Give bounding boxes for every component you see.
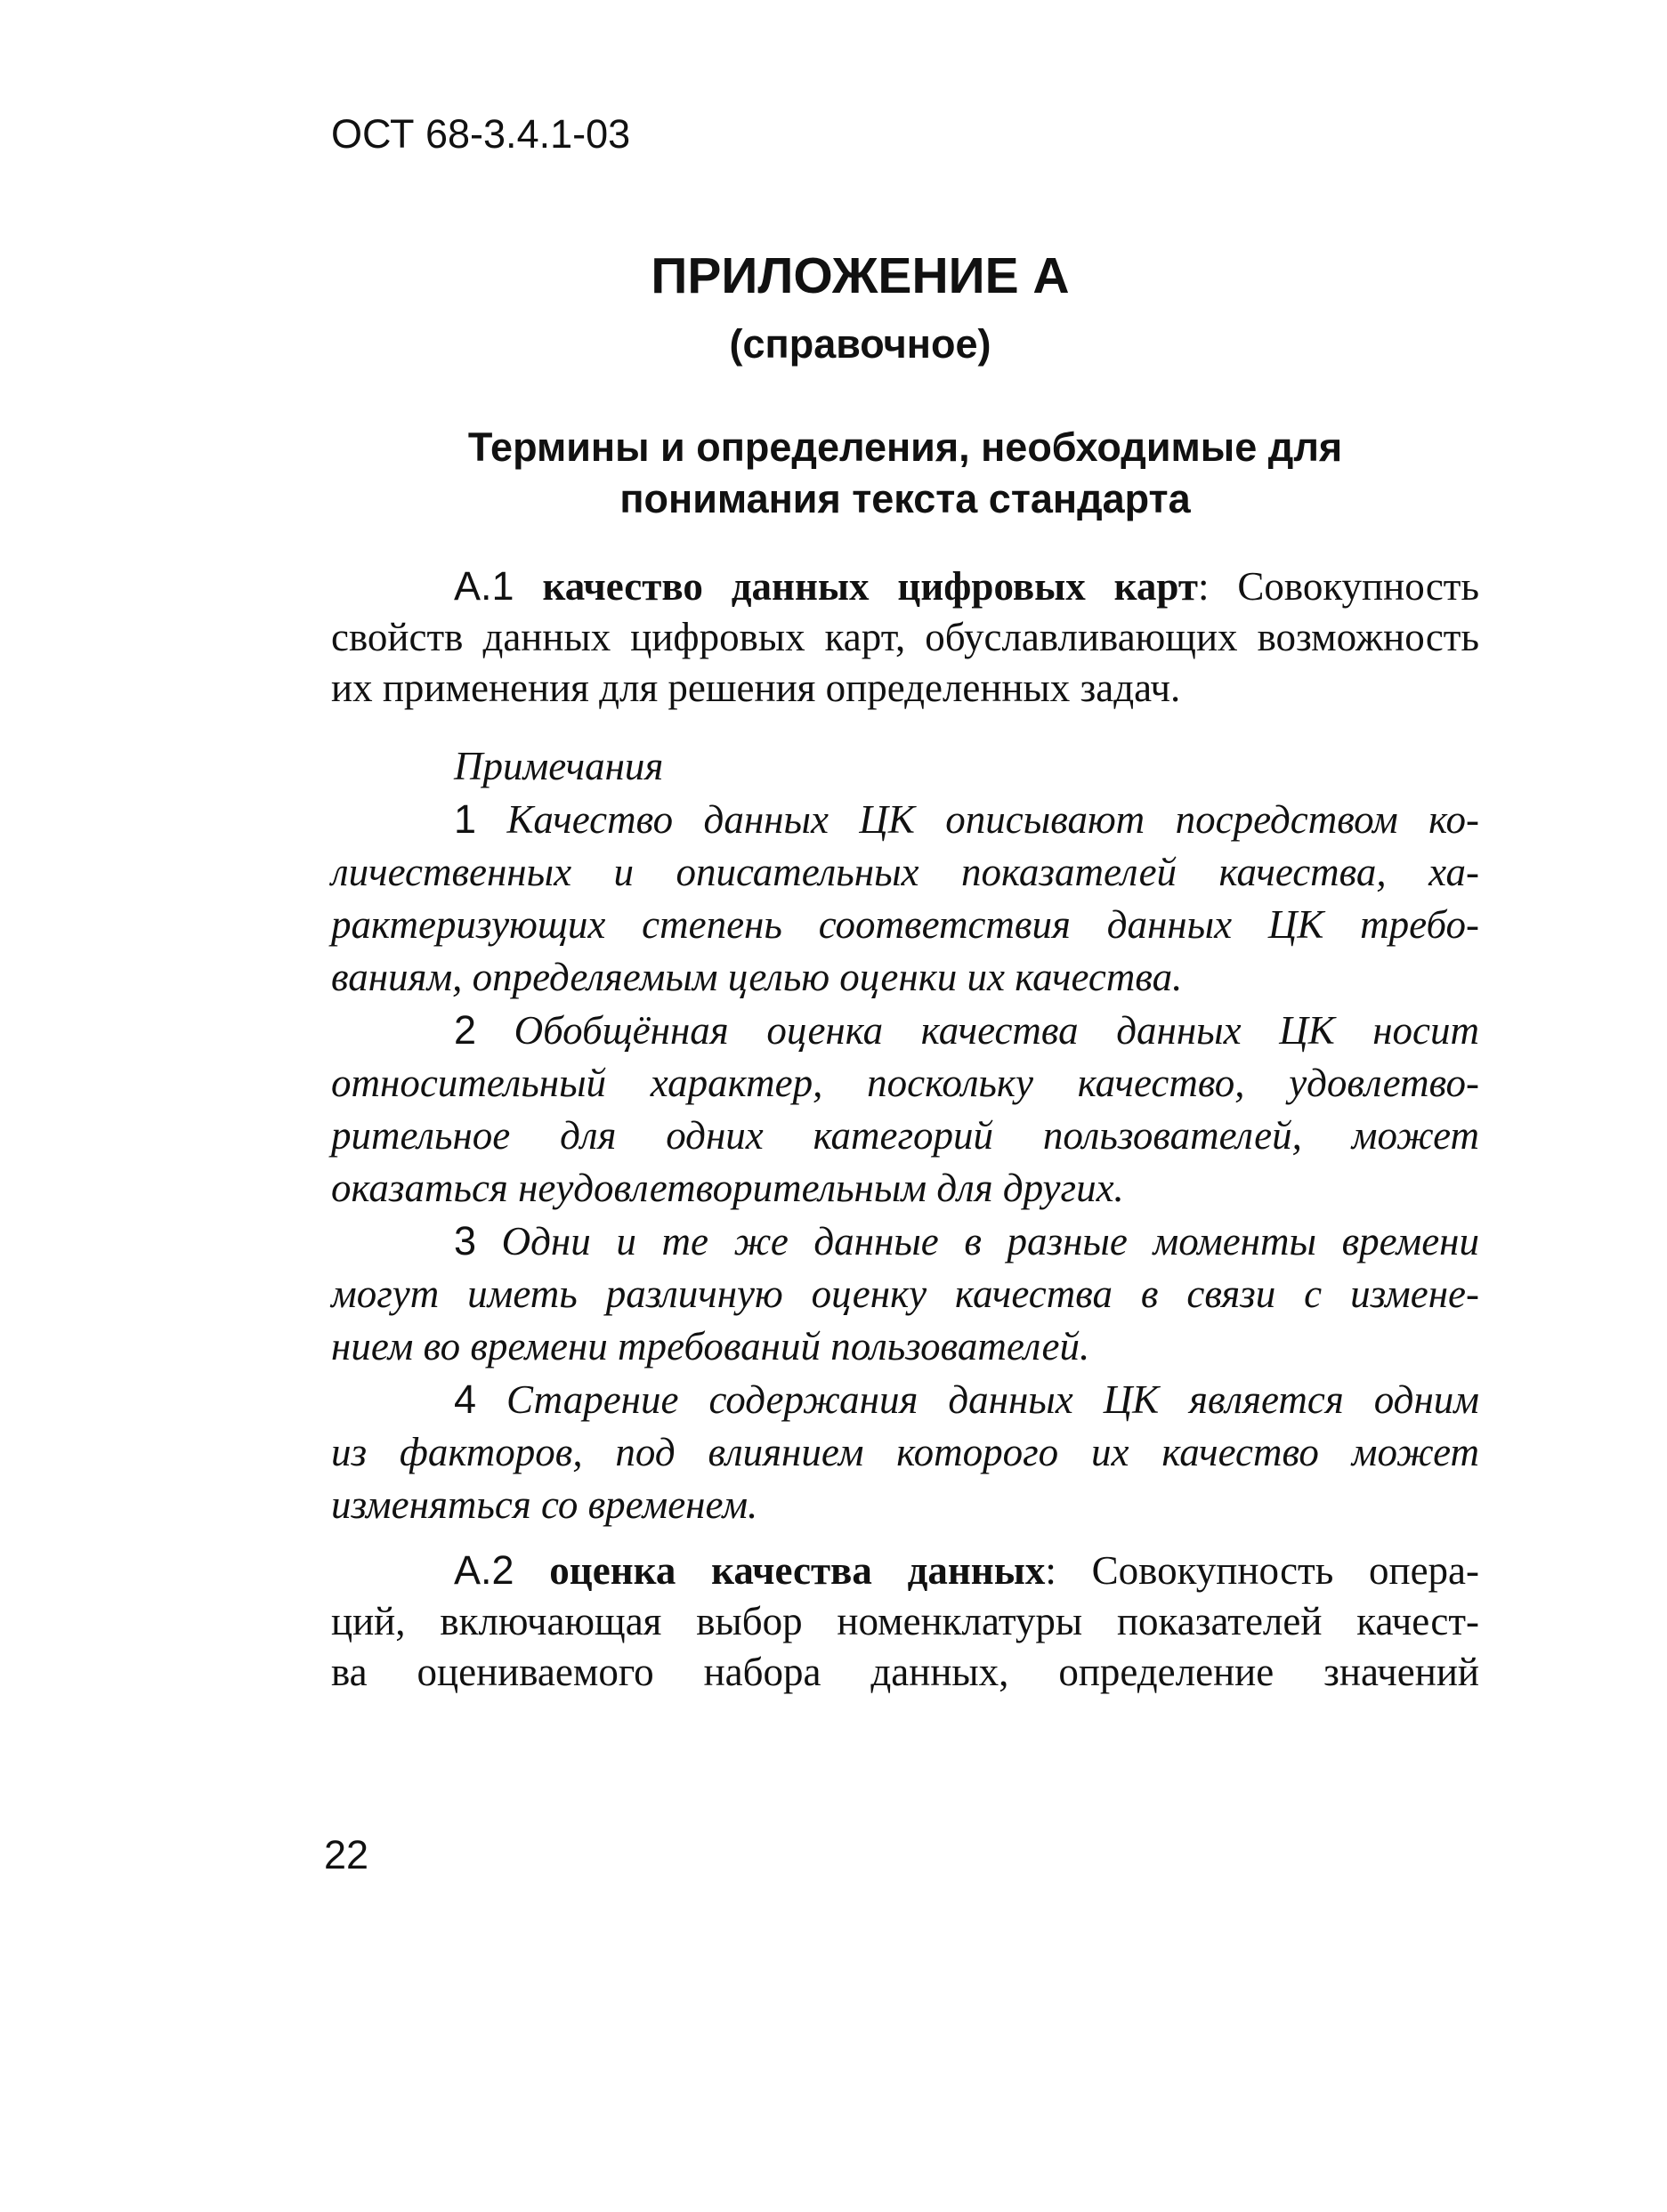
definition-a2-line-1-rest: : Совокупность опера- bbox=[1045, 1548, 1479, 1593]
definition-a2 bbox=[331, 1545, 1479, 1698]
note-1-line-1-text: Качество данных ЦК описывают посредством ко- bbox=[476, 797, 1479, 842]
note-1-number: 1 bbox=[454, 796, 477, 842]
note-3-line-2: могут иметь различную оценку качества в связи с измене- bbox=[331, 1271, 1479, 1316]
note-2-line-1 bbox=[331, 1004, 1479, 1057]
document-code: ОСТ 68-3.4.1-03 bbox=[331, 111, 631, 157]
definition-a1-line-2: свойств данных цифровых карт, обуславливающих возможность bbox=[331, 615, 1479, 659]
appendix-title: ПРИЛОЖЕНИЕ А bbox=[651, 247, 1070, 304]
section-title-line-1: Термины и определения, необходимые для bbox=[467, 424, 1343, 470]
notes-block bbox=[331, 740, 1479, 1531]
note-1-line-3: рактеризующих степень соответствия данных ЦК требо- bbox=[331, 902, 1479, 947]
note-1-line-1 bbox=[331, 793, 1479, 846]
note-4-line-3: изменяться со временем. bbox=[331, 1482, 758, 1527]
note-2-line-2: относительный характер, поскольку качество, удовлетво- bbox=[331, 1061, 1479, 1105]
definition-a1-number: А.1 bbox=[454, 563, 514, 609]
note-2-line-4: оказаться неудовлетворительным для других. bbox=[331, 1166, 1124, 1210]
note-3-number: 3 bbox=[454, 1218, 477, 1263]
note-2-number: 2 bbox=[454, 1007, 477, 1053]
definition-a1-line-1-rest: : Совокупность bbox=[1197, 564, 1479, 609]
note-4-line-1 bbox=[331, 1373, 1479, 1426]
definition-a2-number: А.2 bbox=[454, 1547, 514, 1593]
section-title-line-2: понимания текста стандарта bbox=[619, 476, 1191, 521]
definition-a1 bbox=[331, 561, 1479, 714]
definition-a2-term: оценка качества данных bbox=[549, 1548, 1046, 1593]
note-3-line-1-text: Одни и те же данные в разные моменты времени bbox=[476, 1219, 1479, 1263]
note-3-line-3: нием во времени требований пользователей. bbox=[331, 1324, 1090, 1368]
section-title bbox=[331, 422, 1479, 525]
note-1-line-2: личественных и описательных показателей качества, ха- bbox=[331, 850, 1479, 894]
note-4-number: 4 bbox=[454, 1376, 477, 1422]
note-1-line-4: ваниям, определяемым целью оценки их качества. bbox=[331, 955, 1183, 999]
definition-a2-line-2: ций, включающая выбор номенклатуры показателей качест- bbox=[331, 1599, 1479, 1643]
note-2-line-3: рительное для одних категорий пользователей, может bbox=[331, 1113, 1479, 1158]
appendix-kind: (справочное) bbox=[729, 321, 991, 367]
note-4-line-1-text: Старение содержания данных ЦК является одним bbox=[476, 1377, 1479, 1422]
definition-a2-line-1 bbox=[331, 1545, 1479, 1596]
definition-a1-term: качество данных цифровых карт bbox=[542, 564, 1198, 609]
note-3-line-1 bbox=[331, 1215, 1479, 1268]
definition-a1-line-1 bbox=[331, 561, 1479, 612]
definition-a2-line-3: ва оцениваемого набора данных, определение значений bbox=[331, 1650, 1479, 1694]
note-4-line-2: из факторов, под влиянием которого их качество может bbox=[331, 1430, 1479, 1474]
note-2-line-1-text: Обобщённая оценка качества данных ЦК носит bbox=[476, 1008, 1479, 1053]
notes-heading: Примечания bbox=[454, 744, 664, 788]
page-number: 22 bbox=[324, 1832, 369, 1877]
definition-a1-line-3: их применения для решения определенных задач. bbox=[331, 666, 1181, 710]
